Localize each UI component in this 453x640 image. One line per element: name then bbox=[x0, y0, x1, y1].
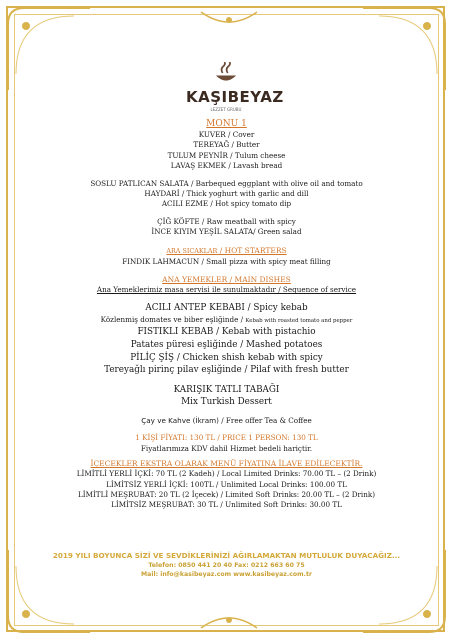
footer bbox=[20, 550, 433, 579]
list-item: ÇİĞ KÖFTE / Raw meatball with spicy bbox=[157, 216, 296, 226]
dish-side: Patates püresi eşliğinde / Mashed potatoes bbox=[130, 340, 323, 351]
service-note: Ana Yemeklerimiz masa servisi ile sunulmaktadır / Sequence of service bbox=[96, 285, 357, 295]
dish-name: ACILI ANTEP KEBABI / Spicy kebab bbox=[145, 303, 308, 314]
list-item: HAYDARİ / Thick yoghurt with garlic and dill bbox=[144, 189, 309, 199]
list-item: LAVAŞ EKMEK / Lavash bread bbox=[170, 161, 283, 171]
list-item: ACILI EZME / Hot spicy tomato dip bbox=[161, 199, 292, 209]
dish-name: FISTIKLI KEBAB / Kebab with pistachio bbox=[137, 327, 316, 338]
bottom-center-ornament bbox=[199, 610, 259, 632]
brand-logo bbox=[186, 62, 284, 112]
corner-ornament-top-left bbox=[4, 4, 94, 94]
drink-option: LİMİTSİZ MEŞRUBAT: 30 TL / Unlimited Soft Drinks: 30.00 TL bbox=[111, 500, 342, 510]
drink-option: LİMİTLİ YERLİ İÇKİ: 70 TL (2 Kadeh) / Local Limited Drinks: 70.00 TL – (2 Drink) bbox=[76, 469, 377, 479]
drink-option: LİMİTLİ MEŞRUBAT: 20 TL (2 İçecek) / Limited Soft Drinks: 20.00 TL – (2 Drink) bbox=[77, 490, 376, 500]
dessert-en: Mix Turkish Dessert bbox=[181, 397, 272, 408]
list-item: TULUM PEYNİR / Tulum cheese bbox=[167, 150, 286, 160]
steam-bowl-icon bbox=[209, 62, 243, 84]
logo-wordmark: KAŞIBEYAZ bbox=[186, 88, 284, 106]
menu-content bbox=[20, 118, 433, 511]
drink-option: LİMİTSİZ YERLİ İÇKİ: 100TL / Unlimited Local Drinks: 100.00 TL bbox=[106, 479, 347, 489]
logo-tagline: LEZZET GRUBU bbox=[210, 107, 242, 112]
dish-name: PİLİÇ ŞİŞ / Chicken shish kebab with spicy bbox=[130, 352, 323, 363]
list-item: FINDIK LAHMACUN / Small pizza with spicy meat filling bbox=[122, 256, 331, 266]
list-item: KUVER / Cover bbox=[198, 130, 255, 139]
top-center-ornament bbox=[199, 8, 259, 30]
footer-slogan: 2019 YILI BOYUNCA SİZİ VE SEVDİKLERİNİZİ AĞIRLAMAKTAN MUTLULUK DUYACAĞIZ... bbox=[52, 551, 401, 560]
hot-starters-heading: ARA SICAKLAR / HOT STARTERS bbox=[166, 245, 287, 255]
dessert-name: KARIŞIK TATLI TABAĞI bbox=[173, 384, 280, 395]
corner-ornament-top-right bbox=[359, 4, 449, 94]
footer-mail: Mail: info@kasibeyaz.com www.kasibeyaz.com.tr bbox=[141, 571, 312, 578]
extra-drinks-heading: İÇECEKLER EKSTRA OLARAK MENÜ FİYATINA İLAVE EDİLECEKTİR. bbox=[90, 459, 363, 469]
footer-phone: Telefon: 0850 441 20 40 Fax: 0212 663 60 75 bbox=[148, 562, 305, 569]
list-item: TEREYAĞ / Butter bbox=[193, 140, 260, 150]
price-line: 1 KİŞİ FİYATI: 130 TL / PRICE 1 PERSON: 130 TL bbox=[135, 433, 318, 443]
dish-side: Tereyağlı pirinç pilav eşliğinde / Pilaf with fresh butter bbox=[104, 365, 349, 376]
main-dishes-heading: ANA YEMEKLER / MAIN DISHES bbox=[162, 275, 291, 285]
free-drinks: Çay ve Kahve (İkram) / Free offer Tea & Coffee bbox=[141, 416, 312, 426]
price-note: Fiyatlarımıza KDV dahil Hizmet bedeli hariçtir. bbox=[140, 443, 313, 453]
list-item: SOSLU PATLICAN SALATA / Barbequed eggplant with olive oil and tomato bbox=[90, 178, 363, 188]
list-item: İNCE KIYIM YEŞİL SALATA/ Green salad bbox=[151, 227, 302, 237]
dish-side: Közlenmiş domates ve biber eşliğinde / Kebab with roasted tomato and pepper bbox=[100, 315, 353, 325]
menu-title: MONU 1 bbox=[206, 119, 247, 129]
